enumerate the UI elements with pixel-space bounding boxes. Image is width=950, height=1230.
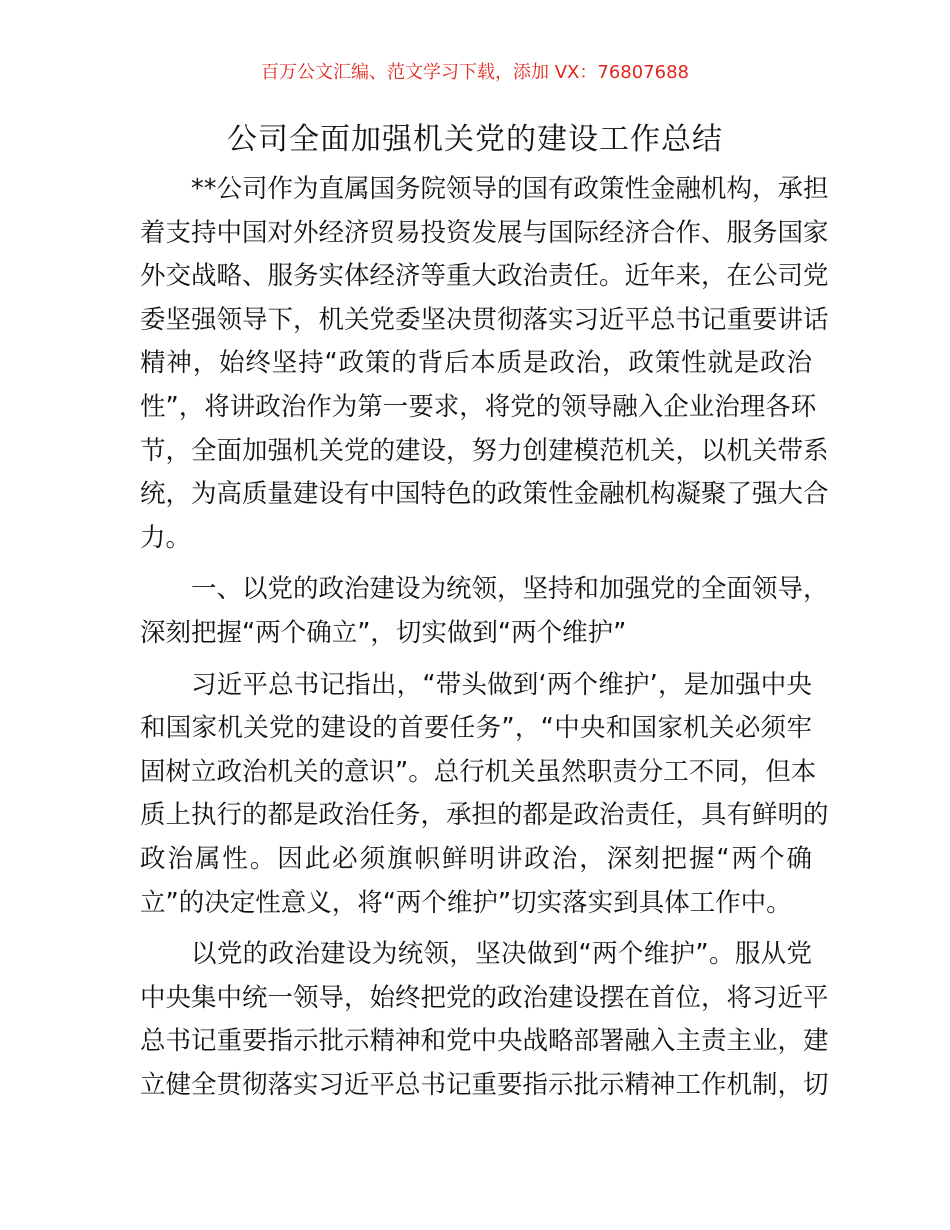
text-line: 委坚强领导下，机关党委坚决贯彻落实习近平总书记重要讲话: [140, 304, 829, 335]
paragraph: [140, 168, 829, 560]
text-line: 力。: [140, 522, 192, 553]
text-line: 固树立政治机关的意识”。总行机关虽然职责分工不同，但本: [140, 756, 817, 787]
text-line: 立健全贯彻落实习近平总书记重要指示批示精神工作机制，切: [140, 1069, 829, 1100]
text-line: 节，全面加强机关党的建设，努力创建模范机关，以机关带系: [140, 435, 829, 466]
paragraph: [140, 568, 829, 655]
text-line: 深刻把握“两个确立”，切实做到“两个维护”: [140, 617, 627, 648]
text-line: **公司作为直属国务院领导的国有政策性金融机构，承担: [191, 174, 829, 204]
text-line: 总书记重要指示批示精神和党中央战略部署融入主责主业，建: [140, 1026, 829, 1057]
text-line: 精神，始终坚持“政策的背后本质是政治，政策性就是政治: [140, 348, 812, 379]
text-line: 习近平总书记指出，“带头做到‘两个维护’，是加强中央: [191, 669, 812, 700]
text-line: 中央集中统一领导，始终把党的政治建设摆在首位，将习近平: [140, 982, 829, 1013]
text-line: 着支持中国对外经济贸易投资发展与国际经济合作、服务国家: [140, 217, 829, 248]
text-line: 立”的决定性意义，将“两个维护”切实落实到具体工作中。: [140, 887, 792, 918]
text-line: 外交战略、服务实体经济等重大政治责任。近年来，在公司党: [140, 261, 829, 292]
text-line: 质上执行的都是政治任务，承担的都是政治责任，具有鲜明的: [140, 800, 829, 831]
text-line: 以党的政治建设为统领，坚决做到“两个维护”。服从党: [191, 939, 812, 970]
document-title: 公司全面加强机关党的建设工作总结: [227, 122, 723, 157]
text-line: 和国家机关党的建设的首要任务”，“中央和国家机关必须牢: [140, 713, 812, 744]
text-line: 一、以党的政治建设为统领，坚持和加强党的全面领导，: [191, 574, 829, 605]
text-line: 政治属性。因此必须旗帜鲜明讲政治，深刻把握“两个确: [140, 843, 812, 874]
text-line: 性”，将讲政治作为第一要求，将党的领导融入企业治理各环: [140, 391, 817, 422]
paragraph: [140, 933, 829, 1107]
text-line: 统，为高质量建设有中国特色的政策性金融机构凝聚了强大合: [140, 479, 829, 510]
paragraph: [140, 664, 829, 926]
watermark-header: 百万公文汇编、范文学习下载，添加 VX：76807688: [261, 62, 689, 83]
document-body: [140, 168, 829, 1115]
